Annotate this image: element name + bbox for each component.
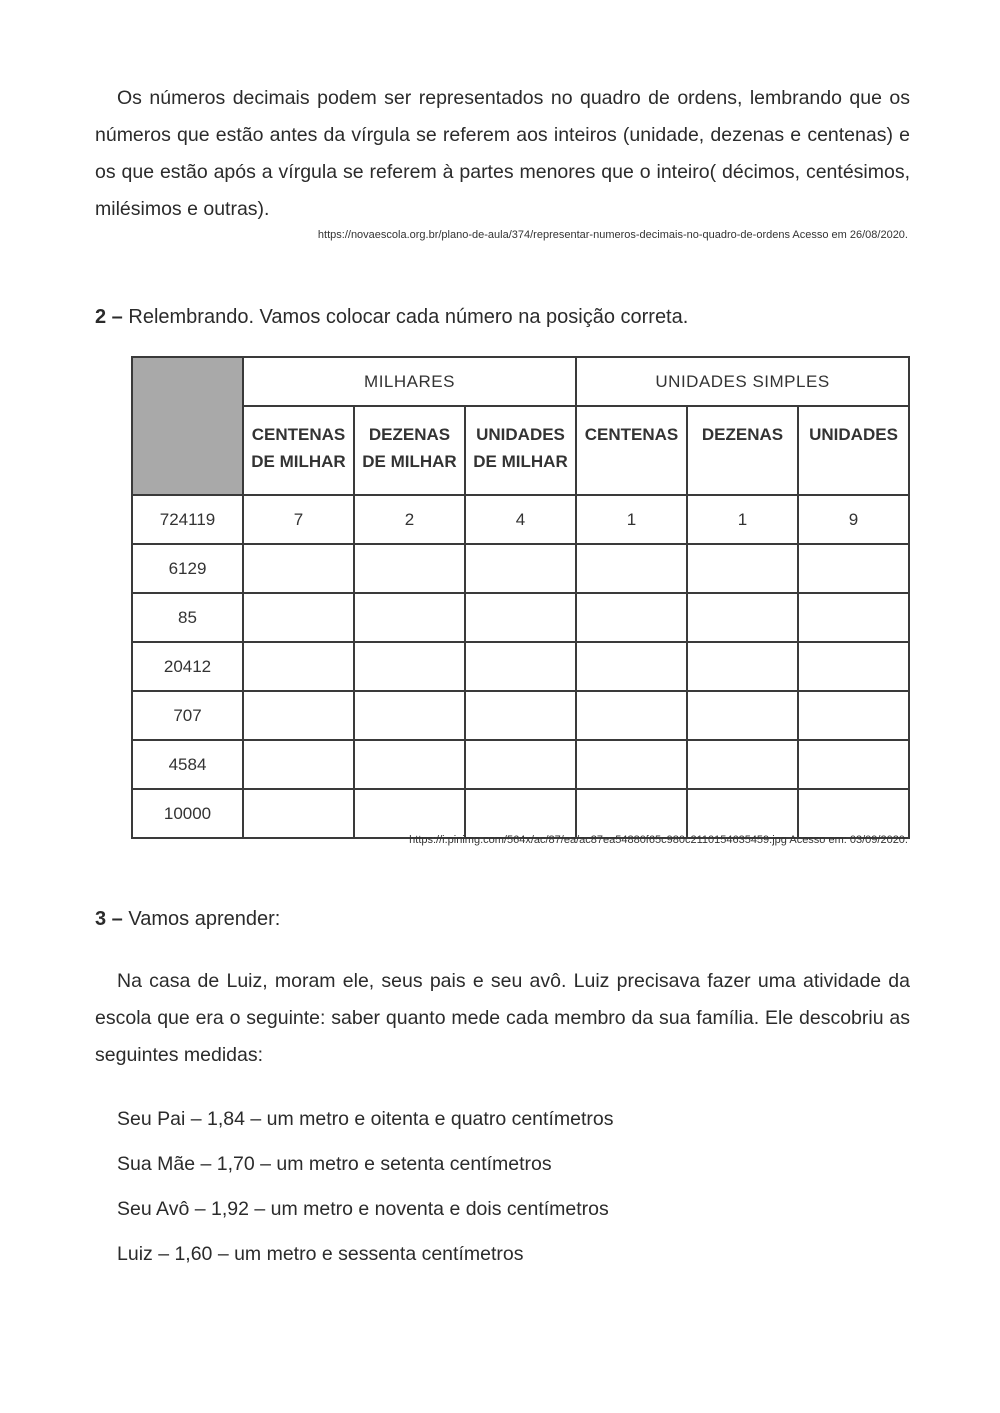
question-3-number: 3 – <box>95 908 123 930</box>
question-3-text: Vamos aprender: <box>128 908 281 930</box>
digit-cell[interactable] <box>243 593 354 642</box>
digit-cell[interactable] <box>687 642 798 691</box>
intro-paragraph: Os números decimais podem ser representados no quadro de ordens, lembrando que os números que estão antes da vírgula se referem aos inteiros (unidade, dezenas e centenas) e os que estão após a vírgula se referem à partes menores que o inteiro( décimos, centésimos, milésimos e outras). <box>95 87 910 220</box>
digit-cell[interactable] <box>354 544 465 593</box>
digit-cell[interactable] <box>798 642 909 691</box>
row-number-cell: 20412 <box>132 642 243 691</box>
row-number-cell: 724119 <box>132 495 243 544</box>
digit-cell[interactable] <box>798 593 909 642</box>
digit-cell[interactable] <box>465 691 576 740</box>
digit-cell[interactable] <box>576 789 687 838</box>
measure-item: Seu Pai – 1,84 – um metro e oitenta e quatro centímetros <box>117 1108 614 1130</box>
digit-cell[interactable] <box>798 691 909 740</box>
table-row <box>132 544 909 593</box>
table-row <box>132 642 909 691</box>
digit-cell[interactable] <box>465 544 576 593</box>
digit-cell[interactable] <box>354 740 465 789</box>
row-number-cell: 4584 <box>132 740 243 789</box>
story-paragraph: Na casa de Luiz, moram ele, seus pais e seu avô. Luiz precisava fazer uma atividade da escola que era o seguinte: saber quanto mede cada membro da sua família. Ele descobriu as seguintes medidas: <box>95 970 910 1066</box>
digit-cell[interactable] <box>465 593 576 642</box>
table-corner-cell <box>132 357 243 495</box>
table-row <box>132 691 909 740</box>
digit-cell[interactable] <box>243 740 354 789</box>
digit-cell[interactable] <box>354 691 465 740</box>
measure-item: Sua Mãe – 1,70 – um metro e setenta centímetros <box>117 1153 552 1175</box>
digit-cell[interactable]: 7 <box>243 495 354 544</box>
row-number-cell: 707 <box>132 691 243 740</box>
column-header-hundreds: CENTENAS <box>576 406 687 495</box>
table-row <box>132 495 909 544</box>
digit-cell[interactable] <box>576 740 687 789</box>
row-number-cell: 6129 <box>132 544 243 593</box>
digit-cell[interactable] <box>798 544 909 593</box>
digit-cell[interactable] <box>243 642 354 691</box>
digit-cell[interactable]: 1 <box>687 495 798 544</box>
digit-cell[interactable] <box>243 691 354 740</box>
measure-item: Seu Avô – 1,92 – um metro e noventa e dois centímetros <box>117 1198 609 1220</box>
column-header-units: UNIDADES <box>798 406 909 495</box>
digit-cell[interactable] <box>465 642 576 691</box>
digit-cell[interactable]: 9 <box>798 495 909 544</box>
column-header-hundreds-thousands: CENTENAS DE MILHAR <box>243 406 354 495</box>
digit-cell[interactable] <box>576 691 687 740</box>
column-header-tens: DEZENAS <box>687 406 798 495</box>
table-row <box>132 593 909 642</box>
group-header-thousands: MILHARES <box>243 357 576 406</box>
digit-cell[interactable] <box>354 642 465 691</box>
table-row <box>132 740 909 789</box>
digit-cell[interactable] <box>354 789 465 838</box>
digit-cell[interactable] <box>687 593 798 642</box>
row-number-cell: 10000 <box>132 789 243 838</box>
column-header-tens-thousands: DEZENAS DE MILHAR <box>354 406 465 495</box>
digit-cell[interactable] <box>465 740 576 789</box>
digit-cell[interactable] <box>243 789 354 838</box>
question-2-number: 2 – <box>95 306 123 328</box>
digit-cell[interactable] <box>798 789 909 838</box>
digit-cell[interactable]: 1 <box>576 495 687 544</box>
intro-source-citation: https://novaescola.org.br/plano-de-aula/374/representar-numeros-decimais-no-quadro-de-ordens Acesso em 26/08/2020. <box>317 229 908 241</box>
digit-cell[interactable] <box>798 740 909 789</box>
row-number-cell: 85 <box>132 593 243 642</box>
digit-cell[interactable] <box>576 544 687 593</box>
question-2-heading <box>95 306 688 329</box>
table-source-citation: https://i.pinimg.com/564x/ac/87/ea/ac87ea54880f65c980c2110154635459.jpg Acesso em: 03/09/2020. <box>409 834 908 846</box>
digit-cell[interactable] <box>576 642 687 691</box>
digit-cell[interactable] <box>687 691 798 740</box>
digit-cell[interactable] <box>354 593 465 642</box>
question-2-text: Relembrando. Vamos colocar cada número na posição correta. <box>128 306 689 328</box>
digit-cell[interactable]: 4 <box>465 495 576 544</box>
digit-cell[interactable] <box>687 789 798 838</box>
digit-cell[interactable] <box>687 740 798 789</box>
digit-cell[interactable]: 2 <box>354 495 465 544</box>
digit-cell[interactable] <box>687 544 798 593</box>
digit-cell[interactable] <box>243 544 354 593</box>
measure-item: Luiz – 1,60 – um metro e sessenta centímetros <box>117 1243 524 1265</box>
place-value-table <box>131 356 910 839</box>
group-header-simple-units: UNIDADES SIMPLES <box>576 357 909 406</box>
digit-cell[interactable] <box>465 789 576 838</box>
question-3-heading <box>95 908 280 931</box>
digit-cell[interactable] <box>576 593 687 642</box>
column-header-units-thousands: UNIDADES DE MILHAR <box>465 406 576 495</box>
table-row <box>132 789 909 838</box>
